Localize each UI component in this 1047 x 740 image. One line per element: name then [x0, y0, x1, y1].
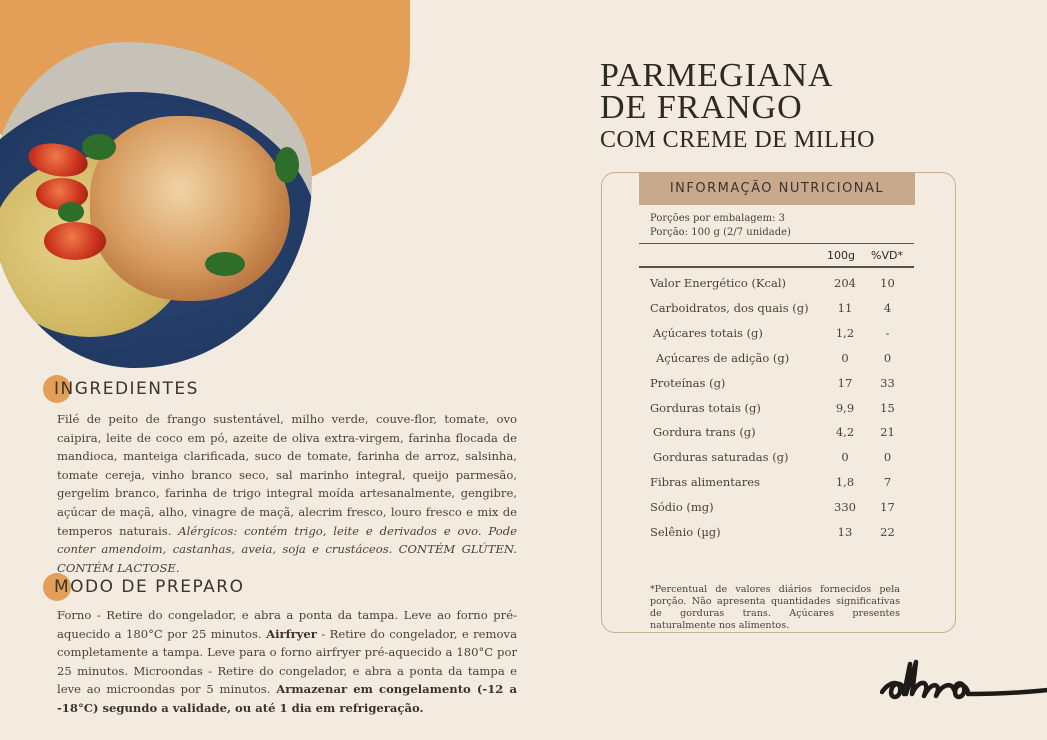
airfryer-text: - Retire do congelador, e remova completamente a tampa. Leve para o forno airfryer pré-aquecido a 180°C por 25 minutos. — [57, 626, 517, 678]
modo-de-preparo-heading: MODO DE PREPARO — [54, 577, 245, 597]
column-header-vd: %VD* — [871, 249, 903, 262]
forno-label: Forno — [57, 608, 92, 622]
herb-garnish — [58, 202, 84, 222]
preparo-text — [57, 606, 517, 718]
nutrient-amount: 11 — [837, 300, 853, 315]
nutrient-daily-value: 15 — [880, 400, 895, 415]
nutrient-label: Valor Energético (Kcal) — [650, 276, 786, 290]
herb-garnish — [82, 134, 116, 160]
nutrient-amount: 1,2 — [835, 325, 855, 340]
nutrient-daily-value: 22 — [880, 525, 895, 539]
herb-garnish — [275, 147, 299, 183]
ingredientes-text — [57, 410, 517, 577]
product-title — [600, 57, 876, 154]
servings-per-package: Porções por embalagem: 3 — [650, 213, 785, 224]
nutrient-label: Fibras alimentares — [650, 475, 760, 490]
title-line-3: COM CREME DE MILHO — [600, 127, 876, 153]
nutrient-amount: 4,2 — [835, 425, 855, 440]
divider — [639, 243, 914, 244]
nutrient-daily-value: 21 — [880, 425, 895, 440]
nutrition-row — [650, 326, 900, 346]
allergen-warning: Alérgicos: contém trigo, leite e derivados e ovo. Pode conter amendoim, castanhas, aveia, soja e crustáceos. CONTÉM GLÚTEN. CONTÉM LACTOSE. — [57, 523, 517, 575]
allma-logo — [880, 650, 1047, 710]
nutrient-daily-value: 17 — [880, 500, 895, 515]
microondas-label: Microondas — [133, 663, 203, 678]
nutrient-daily-value: 10 — [880, 276, 895, 290]
nutrient-label: Açúcares de adição (g) — [656, 350, 790, 365]
storage-instructions: Armazenar em congelamento (-12 a -18°C) segundo a validade, ou até 1 dia em refrigeração. — [57, 682, 517, 715]
nutrient-daily-value: 33 — [880, 375, 895, 390]
nutrient-label: Gordura trans (g) — [653, 425, 756, 440]
nutrient-amount: 0 — [841, 450, 849, 465]
nutrient-daily-value: 0 — [883, 350, 892, 365]
nutrient-amount: 13 — [837, 525, 853, 539]
nutrient-label: Gorduras saturadas (g) — [653, 450, 789, 465]
divider — [639, 266, 914, 268]
nutrient-label: Gorduras totais (g) — [650, 400, 761, 415]
nutrition-heading: INFORMAÇÃO NUTRICIONAL — [639, 172, 915, 205]
nutrient-daily-value: 0 — [883, 450, 892, 465]
nutrient-amount: 1,8 — [835, 475, 855, 490]
nutrient-amount: 9,9 — [835, 400, 855, 415]
nutrition-row — [650, 425, 900, 445]
ingredientes-list: Filé de peito de frango sustentável, milho verde, couve-flor, tomate, ovo caipira, leite de coco em pó, azeite de oliva extra-virgem, farinha flocada de mandioca, manteiga clarificada, suco de tomate, farinha de arroz, salsinha, tomate cereja, vinho branco seco, sal marinho integral, queijo parmesão, gergelim branco, farinha de trigo integral moída artesanalmente, gengibre, açúcar de maçã, alho, vinagre de maçã, alecrim fresco, louro fresco e mix de temperos naturais. — [57, 412, 517, 538]
microondas-text: - Retire do congelador, e abra a ponta da tampa e leve ao microondas por 5 minutos. — [57, 663, 517, 697]
nutrient-label: Carboidratos, dos quais (g) — [650, 300, 809, 315]
nutrient-amount: 204 — [834, 276, 856, 290]
nutrition-row — [650, 301, 900, 321]
portion-size: Porção: 100 g (2/7 unidade) — [650, 227, 791, 238]
tomato-slice — [44, 222, 106, 260]
nutrition-row — [650, 500, 900, 520]
title-line-2: DE FRANGO — [600, 89, 803, 126]
nutrient-amount: 17 — [837, 375, 853, 390]
nutrient-label: Sódio (mg) — [650, 500, 714, 515]
nutrition-row — [650, 376, 900, 396]
nutrient-label: Açúcares totais (g) — [653, 325, 763, 340]
title-line-1: PARMEGIANA — [600, 57, 834, 94]
food-photo — [0, 42, 312, 368]
nutrition-row — [650, 351, 900, 371]
ingredientes-heading: INGREDIENTES — [54, 379, 199, 399]
nutrient-daily-value: - — [885, 325, 890, 340]
nutrition-row — [650, 525, 900, 545]
nutrient-label: Selênio (µg) — [650, 525, 721, 539]
nutrient-amount: 0 — [841, 350, 849, 365]
nutrient-label: Proteínas (g) — [650, 375, 726, 390]
nutrient-daily-value: 4 — [883, 300, 892, 315]
logo-script-stroke — [882, 662, 1047, 697]
nutrition-row — [650, 276, 900, 296]
nutrition-footnote: *Percentual de valores diários fornecidos pela porção. Não apresenta quantidades significativas de gorduras trans. Açúcares presentes naturalmente nos alimentos. — [650, 584, 900, 631]
nutrition-row — [650, 450, 900, 470]
herb-garnish — [205, 252, 245, 276]
airfryer-label: Airfryer — [266, 626, 317, 641]
nutrition-row — [650, 401, 900, 421]
nutrient-amount: 330 — [834, 500, 856, 515]
nutrition-row — [650, 475, 900, 495]
forno-text: - Retire do congelador, e abra a ponta da tampa. Leve ao forno pré-aquecido a 180°C por 25 minutos. — [57, 608, 517, 641]
column-header-100g: 100g — [827, 249, 855, 262]
nutrient-daily-value: 7 — [883, 475, 892, 490]
